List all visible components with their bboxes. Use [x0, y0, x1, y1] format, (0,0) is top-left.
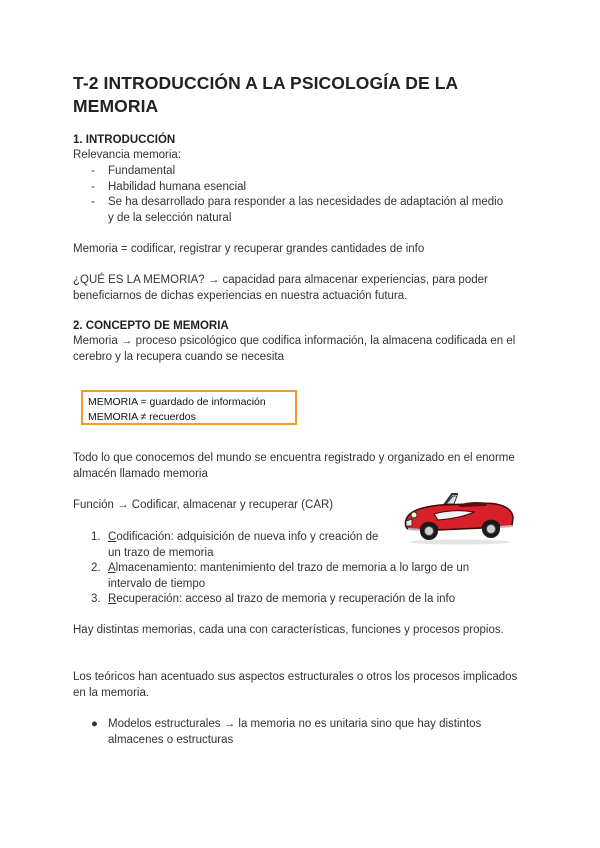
- bullet-marker: ●: [91, 718, 98, 730]
- paragraph-memories: Hay distintas memorias, cada una con características, funciones y procesos propios.: [73, 624, 504, 636]
- dash-marker: -: [91, 196, 95, 208]
- red-convertible-car-icon: [400, 490, 518, 551]
- paragraph-theorists: Los teóricos han acentuado sus aspectos estructurales o otros los procesos implicados en la memoria.: [73, 671, 518, 699]
- list-item: - Fundamental: [91, 164, 511, 180]
- paragraph-world: Todo lo que conocemos del mundo se encuentra registrado y organizado en el enorme almacén llamado memoria: [73, 452, 515, 480]
- dash-marker: -: [91, 165, 95, 177]
- bullet-item: ● Modelos estructurales → la memoria no es unitaria sino que hay distintos almacenes o estructuras: [91, 718, 482, 746]
- numbered-item-almacenamiento: 2. Almacenamiento: mantenimiento del trazo de memoria a lo largo de un intervalo de tiempo: [91, 562, 470, 590]
- numbered-item-codificacion: 1. Codificación: adquisición de nueva info y creación de un trazo de memoria: [91, 531, 379, 559]
- list-item: - Se ha desarrollado para responder a las necesidades de adaptación al medio y de la selección natural: [91, 196, 504, 224]
- box-line-2: MEMORIA ≠ recuerdos: [88, 411, 196, 423]
- function-line: Función → Codificar, almacenar y recuperar (CAR): [73, 499, 334, 511]
- dash-marker: -: [91, 181, 95, 193]
- concept-definition: Memoria → proceso psicológico que codifica información, la almacena codificada en el cerebro y la recupera cuando se necesita: [73, 335, 516, 363]
- box-line-1: MEMORIA = guardado de información: [88, 396, 266, 408]
- section-1-heading: 1. INTRODUCCIÓN: [73, 134, 176, 146]
- section-2-heading: 2. CONCEPTO DE MEMORIA: [73, 320, 229, 332]
- highlight-box: [81, 390, 297, 425]
- memory-question: ¿QUÉ ES LA MEMORIA? → capacidad para almacenar experiencias, para poder beneficiarnos de dichas experiencias en nuestra actuación futura.: [73, 274, 488, 302]
- page-title: T-2 INTRODUCCIÓN A LA PSICOLOGÍA DE LA MEMORIA: [73, 73, 458, 116]
- section-1-intro: Relevancia memoria:: [73, 149, 182, 161]
- list-item: - Habilidad humana esencial: [91, 180, 511, 196]
- numbered-item-recuperacion: 3. Recuperación: acceso al trazo de memoria y recuperación de la info: [91, 593, 456, 605]
- memory-definition: Memoria = codificar, registrar y recuperar grandes cantidades de info: [73, 243, 425, 255]
